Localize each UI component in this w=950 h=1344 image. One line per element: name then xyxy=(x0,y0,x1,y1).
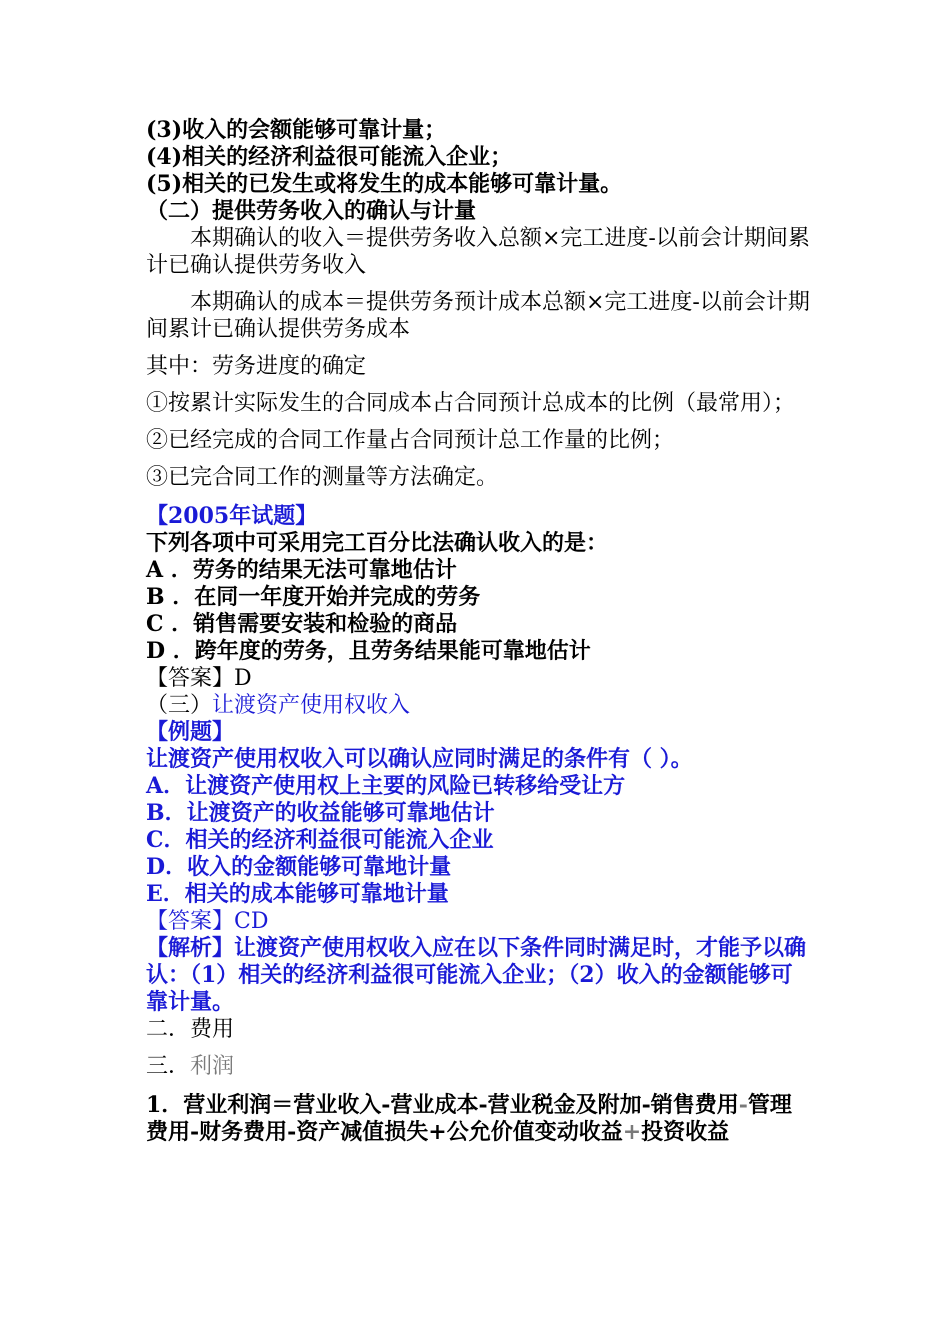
method-3: ③已完合同工作的测量等方法确定。 xyxy=(146,465,499,490)
method-1: ①按累计实际发生的合同成本占合同预计总成本的比例（最常用）； xyxy=(146,391,796,416)
profit-heading-text: 利润 xyxy=(190,1054,235,1079)
example-option-d: D．收入的金额能够可靠地计量 xyxy=(146,854,452,880)
exam-2005-question: 下列各项中可采用完工百分比法确认收入的是： xyxy=(146,530,609,556)
exam-2005-answer: 【答案】D xyxy=(146,666,252,691)
formula-part-3: 投资收益 xyxy=(641,1119,730,1145)
profit-heading xyxy=(146,1053,811,1080)
example-option-a: A．让渡资产使用权上主要的风险已转移给受让方 xyxy=(146,773,626,799)
condition-4: (4)相关的经济利益很可能流入企业； xyxy=(146,144,513,170)
example-option-b: B．让渡资产的收益能够可靠地估计 xyxy=(146,800,495,826)
section3-heading xyxy=(146,692,811,719)
example-tag: 【例题】 xyxy=(146,719,235,745)
formula-dash: - xyxy=(738,1092,748,1118)
exam-2005-option-d: D ．跨年度的劳务，且劳务结果能可靠地估计 xyxy=(146,638,591,664)
operating-profit-formula xyxy=(146,1092,811,1146)
exam-2005-option-c: C ．销售需要安装和检验的商品 xyxy=(146,611,458,637)
section2-heading: （二）提供劳务收入的确认与计量 xyxy=(146,198,477,224)
formula-revenue: 本期确认的收入＝提供劳务收入总额×完工进度-以前会计期间累计已确认提供劳务收入 xyxy=(146,226,810,278)
exam-2005-option-a: A ．劳务的结果无法可靠地估计 xyxy=(146,557,457,583)
section3-heading-prefix: （三） xyxy=(146,693,213,718)
method-2: ②已经完成的合同工作量占合同预计总工作量的比例； xyxy=(146,428,675,453)
condition-5: (5)相关的已发生或将发生的成本能够可靠计量。 xyxy=(146,171,623,197)
example-answer: 【答案】CD xyxy=(146,909,269,934)
condition-3: (3)收入的会额能够可靠计量； xyxy=(146,117,447,143)
formula-cost: 本期确认的成本＝提供劳务预计成本总额×完工进度-以前会计期间累计已确认提供劳务成本 xyxy=(146,290,810,342)
exam-2005-tag: 【2005年试题】 xyxy=(146,503,318,529)
example-analysis: 【解析】让渡资产使用权收入应在以下条件同时满足时，才能予以确认：（1）相关的经济利益很可能流入企业；（2）收入的金额能够可靠计量。 xyxy=(146,935,807,1015)
exam-2005-option-b: B ．在同一年度开始并完成的劳务 xyxy=(146,584,481,610)
profit-heading-prefix: 三． xyxy=(146,1054,191,1079)
formula-plus: + xyxy=(622,1119,642,1145)
expenses-heading: 二．费用 xyxy=(146,1017,235,1042)
document-page xyxy=(146,117,811,1146)
example-question: 让渡资产使用权收入可以确认应同时满足的条件有（ ）。 xyxy=(146,746,693,772)
formula-part-2: 管理费用-财务费用-资产减值损失+公允价值变动收益 xyxy=(146,1092,792,1145)
example-option-c: C．相关的经济利益很可能流入企业 xyxy=(146,827,494,853)
formula-part-1: 1．营业利润＝营业收入-营业成本-营业税金及附加-销售费用 xyxy=(146,1092,739,1118)
progress-intro: 其中：劳务进度的确定 xyxy=(146,354,367,379)
example-option-e: E．相关的成本能够可靠地计量 xyxy=(146,881,449,907)
section3-heading-text: 让渡资产使用权收入 xyxy=(212,693,411,718)
